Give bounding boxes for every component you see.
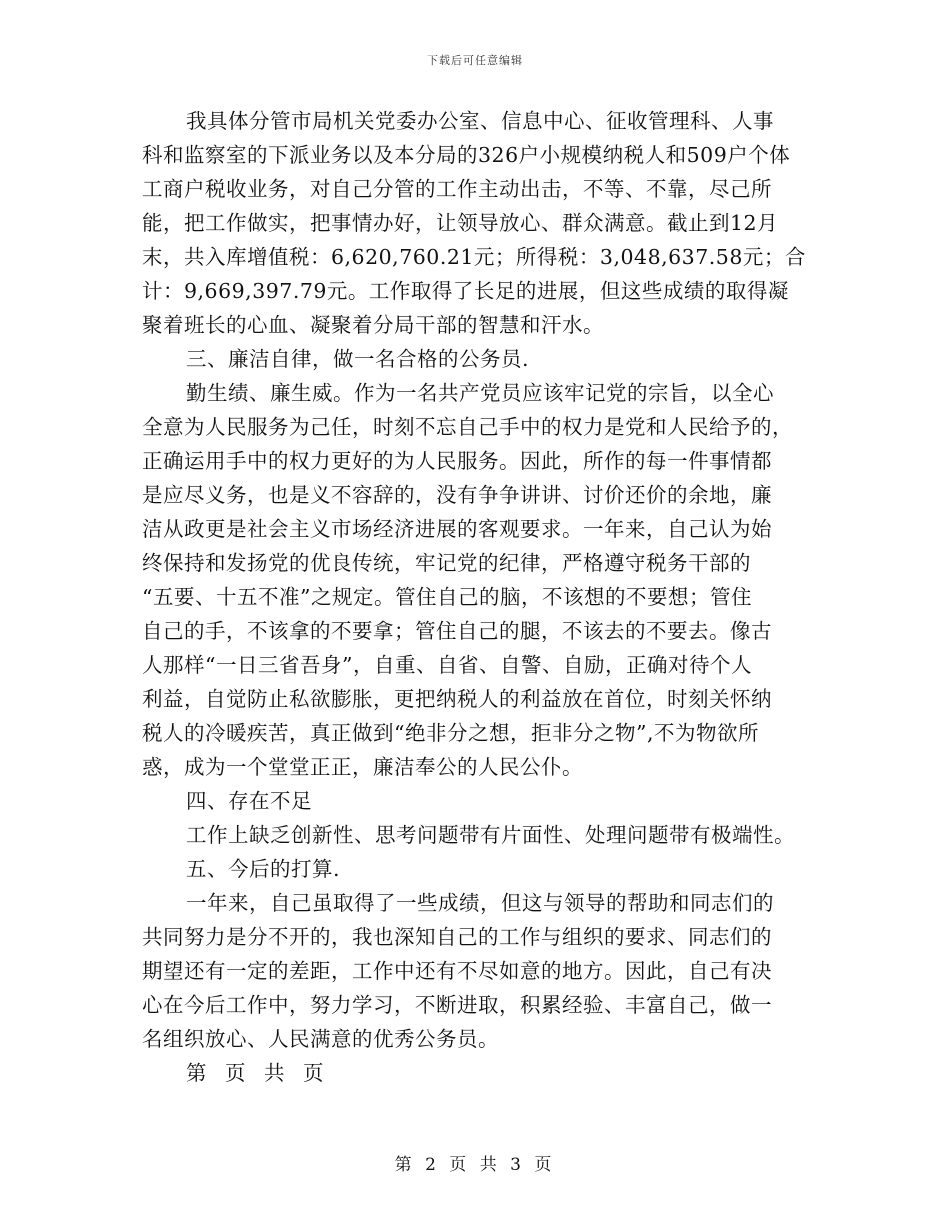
body-line: 我具体分管市局机关党委办公室、信息中心、征收管理科、人事 (186, 109, 774, 133)
body-line: 聚着班长的心血、凝聚着分局干部的智慧和汗水。 (142, 313, 604, 337)
body-line: 共同努力是分不开的，我也深知自己的工作与组织的要求、同志们的 (142, 925, 772, 949)
body-line: 名组织放心、人民满意的优秀公务员。 (142, 1027, 499, 1051)
body-line: 惑，成为一个堂堂正正，廉洁奉公的人民公仆。 (142, 755, 583, 779)
page-footer: 第 2 页 共 3 页 (394, 1155, 556, 1175)
body-line: 全意为人民服务为己任，时刻不忘自己手中的权力是党和人民给予的， (142, 415, 793, 439)
body-line: 期望还有一定的差距，工作中还有不尽如意的地方。因此，自己有决 (142, 959, 772, 983)
body-line: 计：9,669,397.79元。工作取得了长足的进展，但这些成绩的取得凝 (142, 279, 789, 303)
body-line: 科和监察室的下派业务以及本分局的326户小规模纳税人和509户个体 (142, 143, 791, 167)
body-line: 心在今后工作中，努力学习，不断进取，积累经验、丰富自己，做一 (142, 993, 772, 1017)
body-line: 勤生绩、廉生威。作为一名共产党员应该牢记党的宗旨，以全心 (186, 381, 774, 405)
body-line: 正确运用手中的权力更好的为人民服务。因此，所作的每一件事情都 (142, 449, 772, 473)
body-line: 末，共入库增值税：6,620,760.21元；所得税：3,048,637.58元；合 (142, 245, 806, 269)
inline-page-counter: 第 页 共 页 (186, 1061, 330, 1085)
body-line: 是应尽义务，也是义不容辞的，没有争争讲讲、讨价还价的余地，廉 (142, 483, 772, 507)
body-line: 人那样“一日三省吾身”，自重、自省、自警、自励，正确对待个人 (142, 653, 752, 677)
section-heading: 三、廉洁自律，做一名合格的公务员. (186, 347, 530, 371)
body-line: 终保持和发扬党的优良传统，牢记党的纪律，严格遵守税务干部的 (142, 551, 751, 575)
body-line: “五要、十五不准”之规定。管住自己的脑，不该想的不要想；管住 (142, 585, 752, 609)
body-line: 自己的手，不该拿的不要拿；管住自己的腿，不该去的不要去。像古 (142, 619, 772, 643)
body-line: 能，把工作做实，把事情办好，让领导放心、群众满意。截止到12月 (142, 211, 779, 235)
section-heading: 四、存在不足 (186, 789, 312, 813)
body-line: 工作上缺乏创新性、思考问题带有片面性、处理问题带有极端性。 (186, 823, 795, 847)
document-body (142, 104, 812, 1090)
body-line: 税人的冷暖疾苦，真正做到“绝非分之想，拒非分之物”,不为物欲所 (142, 721, 759, 745)
body-line: 工商户税收业务，对自己分管的工作主动出击，不等、不靠，尽己所 (142, 177, 772, 201)
body-line: 利益，自觉防止私欲膨胀，更把纳税人的利益放在首位，时刻关怀纳 (142, 687, 772, 711)
section-heading: 五、今后的打算. (186, 857, 341, 881)
page-header: 下载后可任意编辑 (427, 54, 523, 67)
body-line: 一年来，自己虽取得了一些成绩，但这与领导的帮助和同志们的 (186, 891, 774, 915)
body-line: 洁从政更是社会主义市场经济进展的客观要求。一年来，自己认为始 (142, 517, 772, 541)
